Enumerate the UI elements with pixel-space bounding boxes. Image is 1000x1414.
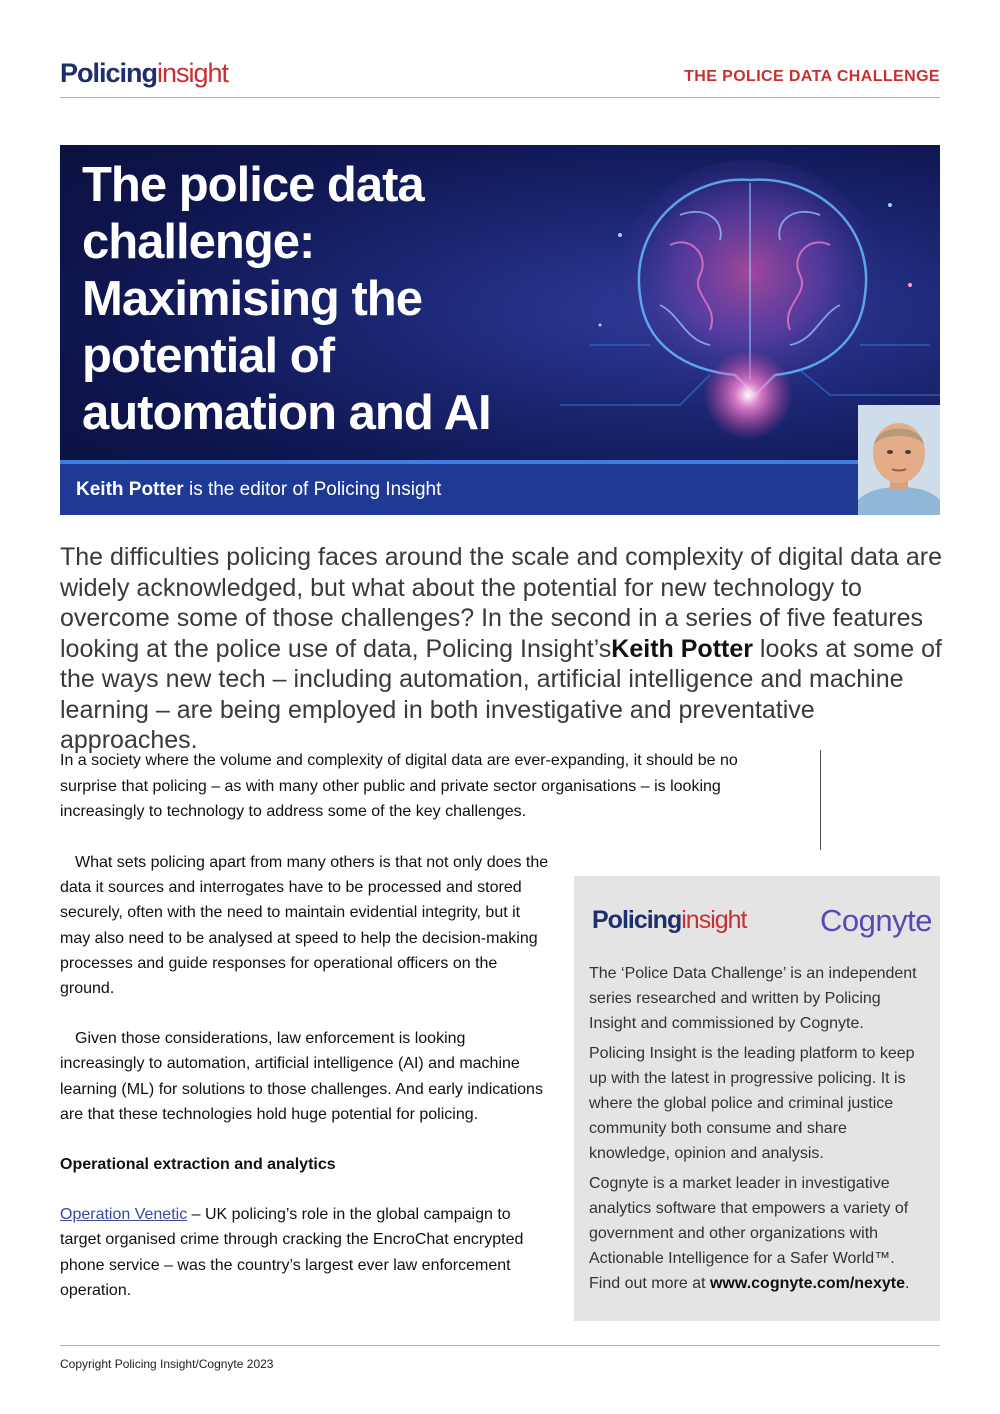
- intro-paragraph: In a society where the volume and complexity of digital data are ever-expanding, it should be no surprise that policing – as with many other public and private sector organisations – is looking increasingly to technology to address some of the key challenges.: [60, 752, 738, 820]
- cognyte-logo: Cognyte: [820, 903, 932, 938]
- sidebox-policing-insight-logo: [592, 906, 747, 935]
- sponsor-paragraph-3-text: Cognyte is a market leader in investigative analytics software that empowers a variety of government and other organizations with Actionable Intelligence for a Safer World™. Find out more at: [589, 1175, 909, 1292]
- section-title: THE POLICE DATA CHALLENGE: [684, 68, 940, 85]
- footer-copyright: Copyright Policing Insight/Cognyte 2023: [60, 1345, 940, 1371]
- logo-part-insight: insight: [157, 58, 229, 88]
- body-paragraph-3: [60, 1202, 550, 1303]
- divider-line: [820, 750, 821, 850]
- sponsor-box: [574, 876, 940, 1321]
- sidebox-logo-part-insight: insight: [681, 906, 747, 934]
- sponsor-logos: [592, 903, 932, 946]
- hero-banner: [60, 145, 940, 515]
- policing-insight-logo[interactable]: [60, 58, 228, 89]
- author-photo-icon: [858, 405, 940, 515]
- sponsor-paragraph-3: [589, 1171, 929, 1296]
- author-role: is the editor of Policing Insight: [183, 479, 442, 500]
- sidebox-logo-part-policing: Policing: [592, 906, 682, 934]
- byline: [76, 479, 441, 501]
- body-paragraph-3-text: – UK policing’s role in the global campaign to target organised crime through cracking the EncroChat encrypted phone service – was the country’s largest ever law enforcement operation.: [60, 1206, 524, 1299]
- body-paragraph-2: Given those considerations, law enforcement is looking increasingly to automation, artificial intelligence (AI) and machine learning (ML) for solutions to those challenges. And early indications are that these technologies hold huge potential for policing.: [60, 1030, 543, 1123]
- lead-text-part2: looks at some of the ways new tech – including automation, artificial intelligence and machine learning – are being employed in both investigative and preventative approaches.: [60, 634, 942, 754]
- author-name: Keith Potter: [76, 479, 184, 500]
- article-title: The police data challenge: Maximising the potential of automation and AI: [82, 158, 491, 440]
- byline-bar: [60, 460, 940, 515]
- lead-text-part1: The difficulties policing faces around the scale and complexity of digital data are widely acknowledged, but what about the potential for new technology to overcome some of those challenges? In the second in a series of five features looking at the police use of data, Policing Insight’s: [60, 543, 942, 663]
- operation-venetic-link[interactable]: Operation Venetic: [60, 1206, 188, 1224]
- article-body: [60, 850, 550, 1328]
- page-header: [60, 58, 940, 98]
- lead-author-name: Keith Potter: [611, 634, 753, 663]
- body-paragraph-1: What sets policing apart from many others is that not only does the data it sources and interrogates have to be processed and stored securely, often with the need to maintain evidential integrity, but it may also need to be analysed at speed to help the decision-making processes and guide responses for operational officers on the ground.: [60, 854, 549, 998]
- logo-part-policing: Policing: [60, 58, 158, 88]
- sponsor-paragraph-2: Policing Insight is the leading platform to keep up with the latest in progressive policing. It is where the global police and criminal justice community both consume and share knowledge, opinion and analysis.: [589, 1045, 915, 1162]
- sponsor-text: [589, 961, 929, 1301]
- sponsor-paragraph-3-end: .: [904, 1275, 910, 1292]
- sponsor-paragraph-1: The ‘Police Data Challenge’ is an independent series researched and written by Policing Insight and commissioned by Cognyte.: [589, 965, 917, 1032]
- lead-paragraph: [60, 542, 950, 756]
- cognyte-url-link[interactable]: www.cognyte.com/nexyte: [709, 1275, 905, 1292]
- subheading: Operational extraction and analytics: [60, 1156, 336, 1174]
